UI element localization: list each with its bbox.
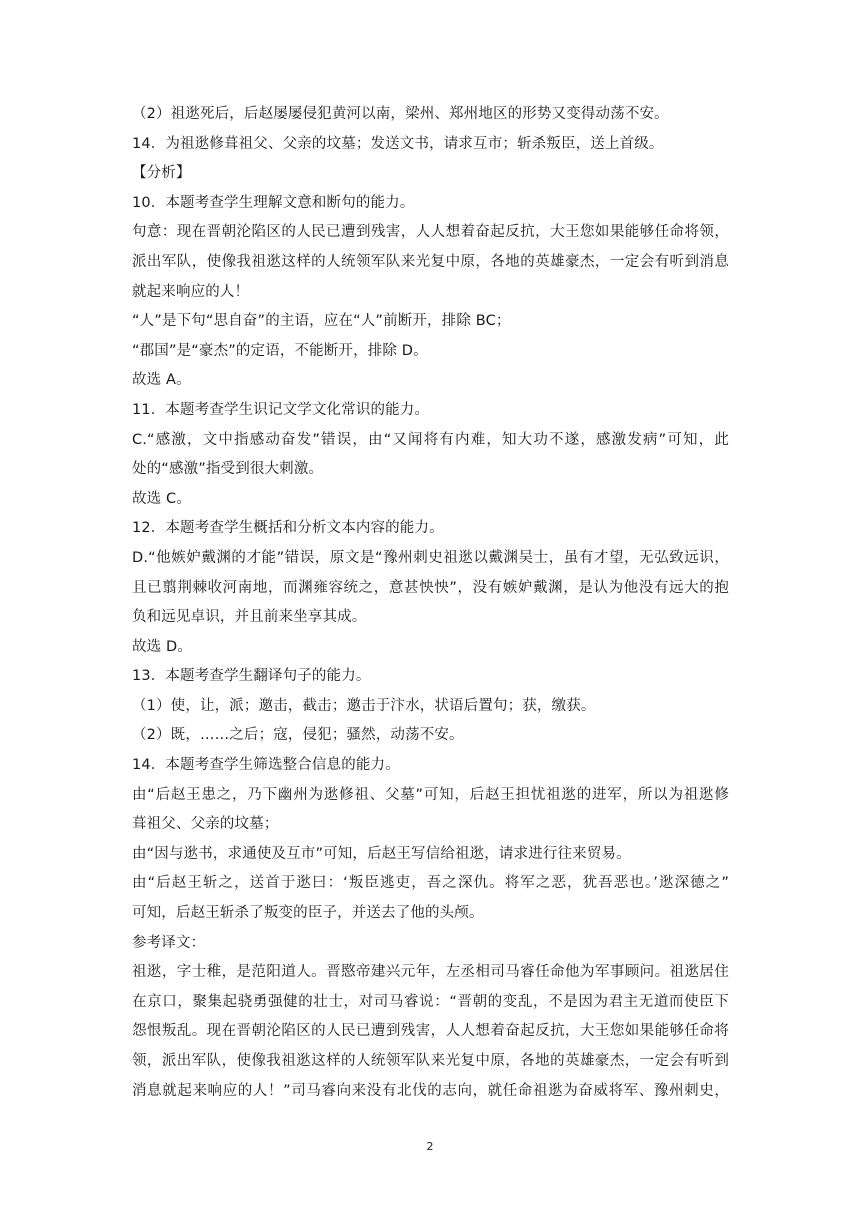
text-line: 怨恨叛乱。现在晋朝沦陷区的人民已遭到残害，人人想着奋起反抗，大王您如果能够任命将 [132,1023,729,1040]
text-line: 由“后赵王斩之，送首于逖曰：‘叛臣逃吏，吾之深仇。将军之恶，犹吾恶也。’逖深德之” [132,875,729,892]
text-line: 故选 A。 [132,372,191,389]
text-line: 消息就起来响应的人！”司马睿向来没有北伐的志向，就任命祖逖为奋威将军、豫州刺史， [132,1082,729,1099]
text-line: 负和远见卓识，并且前来坐享其成。 [132,609,367,626]
text-line: 祖逖，字士稚，是范阳道人。晋愍帝建兴元年，左丞相司马睿任命他为军事顾问。祖逖居住 [132,964,729,981]
text-line: 12．本题考查学生概括和分析文本内容的能力。 [132,520,444,537]
text-line: 可知，后赵王斩杀了叛变的臣子，并送去了他的头颅。 [132,905,484,922]
text-line: 13．本题考查学生翻译句子的能力。 [132,668,371,685]
text-line: “人”是下句“思自奋”的主语，应在“人”前断开，排除 BC； [132,313,511,330]
text-line: 派出军队，使像我祖逖这样的人统领军队来光复中原，各地的英雄豪杰，一定会有听到消息 [132,253,729,270]
text-line: 10．本题考查学生理解文意和断句的能力。 [132,194,415,211]
text-line: 【分析】 [132,165,191,182]
text-line: 11．本题考查学生识记文学文化常识的能力。 [132,401,430,418]
text-line: 葺祖父、父亲的坟墓； [132,816,279,833]
text-line: 由“后赵王患之，乃下幽州为逖修祖、父墓”可知，后赵王担忧祖逖的进军，所以为祖逖修 [132,786,729,803]
text-line: 由“因与逖书，求通使及互市”可知，后赵王写信给祖逖，请求进行往来贸易。 [132,845,631,862]
text-line: 故选 D。 [132,638,193,655]
document-body [132,100,729,1106]
text-line: 参考译文： [132,934,206,951]
text-line: 故选 C。 [132,490,191,507]
page-number: 2 [426,1140,434,1153]
text-line: “郡国”是“豪杰”的定语，不能断开，排除 D。 [132,342,428,359]
text-line: 14．为祖逖修葺祖父、父亲的坟墓；发送文书，请求互市；斩杀叛臣，送上首级。 [132,135,664,152]
text-line: 句意：现在晋朝沦陷区的人民已遭到残害，人人想着奋起反抗，大王您如果能够任命将领， [132,224,729,241]
text-line: 领，派出军队，使像我祖逖这样的人统领军队来光复中原，各地的英雄豪杰，一定会有听到 [132,1053,729,1069]
text-line: 处的“感激”指受到很大刺激。 [132,461,324,478]
text-line: 14．本题考查学生筛选整合信息的能力。 [132,757,400,774]
text-line: 就起来响应的人！ [132,283,250,300]
text-line: （2）既，……之后；寇，侵犯；骚然，动荡不安。 [132,727,464,744]
text-line: D.“他嫉妒戴渊的才能”错误，原文是“豫州刺史祖逖以戴渊吴士，虽有才望，无弘致远识， [132,549,729,566]
text-line: （2）祖逖死后，后赵屡屡侵犯黄河以南，梁州、郑州地区的形势又变得动荡不安。 [132,106,669,122]
text-line: （1）使，让，派；邀击，截击；邀击于汴水，状语后置句；获，缴获。 [132,697,596,714]
text-line: C.“感激，文中指感动奋发”错误，由“又闻将有内难，知大功不遂，感激发病”可知，此 [132,431,729,448]
text-line: 且已翦荆棘收河南地，而渊雍容统之，意甚怏怏”，没有嫉妒戴渊，是认为他没有远大的抱 [132,579,729,596]
text-line: 在京口，聚集起骁勇强健的壮士，对司马睿说：“晋朝的变乱，不是因为君主无道而使臣下 [132,993,729,1010]
